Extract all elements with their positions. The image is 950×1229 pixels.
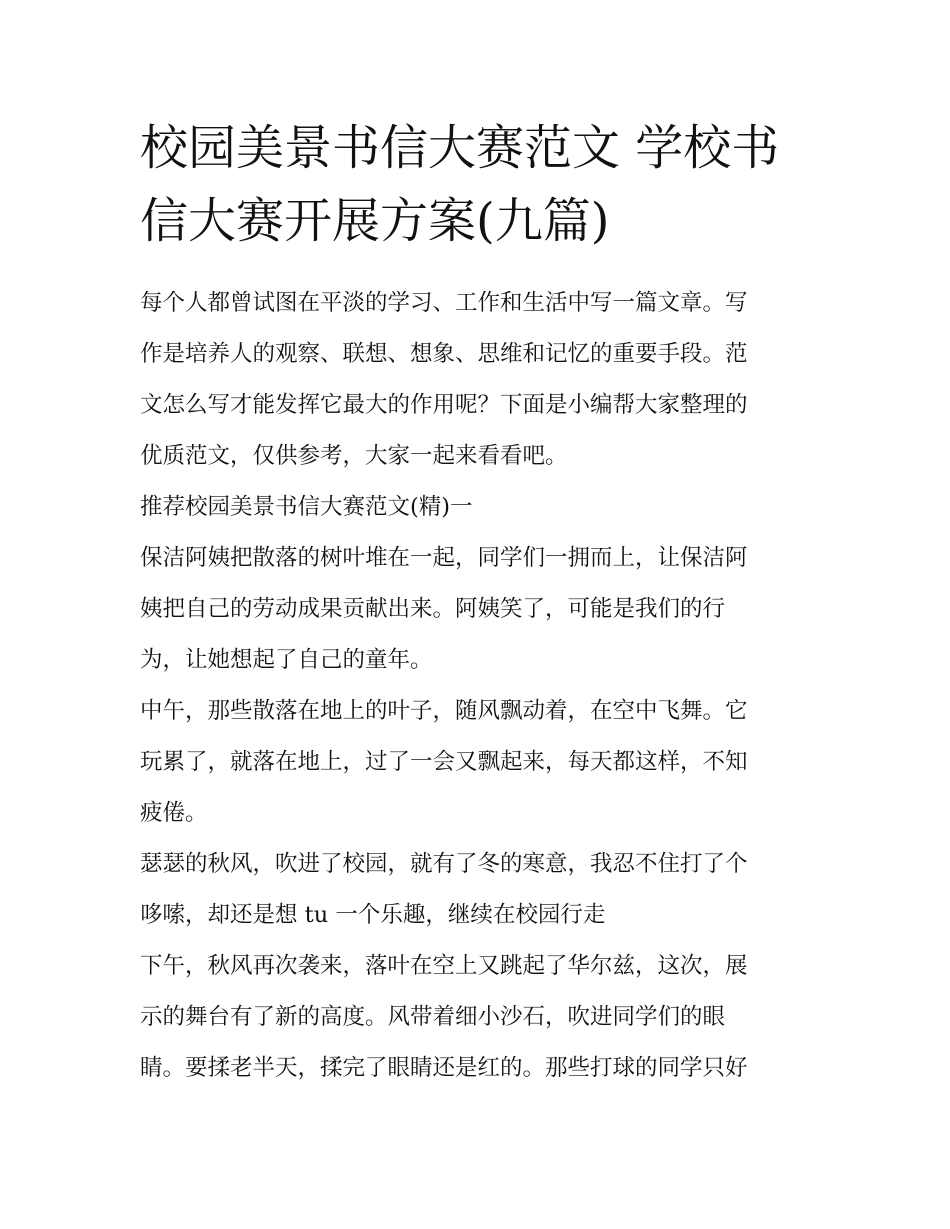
document-body bbox=[140, 278, 812, 1094]
intro-line: 作是培养人的观察、联想、想象、思维和记忆的重要手段。范 bbox=[140, 341, 748, 367]
paragraph-line: 哆嗦，却还是想 tu 一个乐趣，继续在校园行走 bbox=[140, 902, 606, 928]
paragraph-line: 下午，秋风再次袭来，落叶在空上又跳起了华尔兹，这次，展 bbox=[140, 953, 748, 979]
intro-line: 优质范文，仅供参考，大家一起来看看吧。 bbox=[140, 443, 568, 469]
paragraph-line: 瑟瑟的秋风，吹进了校园，就有了冬的寒意，我忍不住打了个 bbox=[140, 851, 748, 877]
intro-line: 每个人都曾试图在平淡的学习、工作和生活中写一篇文章。写 bbox=[140, 290, 748, 316]
section-heading: 推荐校园美景书信大赛范文(精)一 bbox=[140, 494, 473, 520]
paragraph-line: 保洁阿姨把散落的树叶堆在一起，同学们一拥而上，让保洁阿 bbox=[140, 545, 748, 571]
paragraph-line: 疲倦。 bbox=[140, 800, 208, 826]
paragraph-line: 玩累了，就落在地上，过了一会又飘起来，每天都这样，不知 bbox=[140, 749, 748, 775]
title-line: 校园美景书信大赛范文 学校书 bbox=[140, 120, 780, 176]
intro-line: 文怎么写才能发挥它最大的作用呢？下面是小编帮大家整理的 bbox=[140, 392, 748, 418]
paragraph-line: 睛。要揉老半天，揉完了眼睛还是红的。那些打球的同学只好 bbox=[140, 1055, 748, 1081]
paragraph-line: 中午，那些散落在地上的叶子，随风飘动着，在空中飞舞。它 bbox=[140, 698, 748, 724]
title-line: 信大赛开展方案(九篇) bbox=[140, 193, 610, 249]
document-title bbox=[140, 112, 820, 258]
paragraph-line: 示的舞台有了新的高度。风带着细小沙石，吹进同学们的眼 bbox=[140, 1004, 726, 1030]
paragraph-line: 为，让她想起了自己的童年。 bbox=[140, 647, 433, 673]
paragraph-line: 姨把自己的劳动成果贡献出来。阿姨笑了，可能是我们的行 bbox=[140, 596, 726, 622]
